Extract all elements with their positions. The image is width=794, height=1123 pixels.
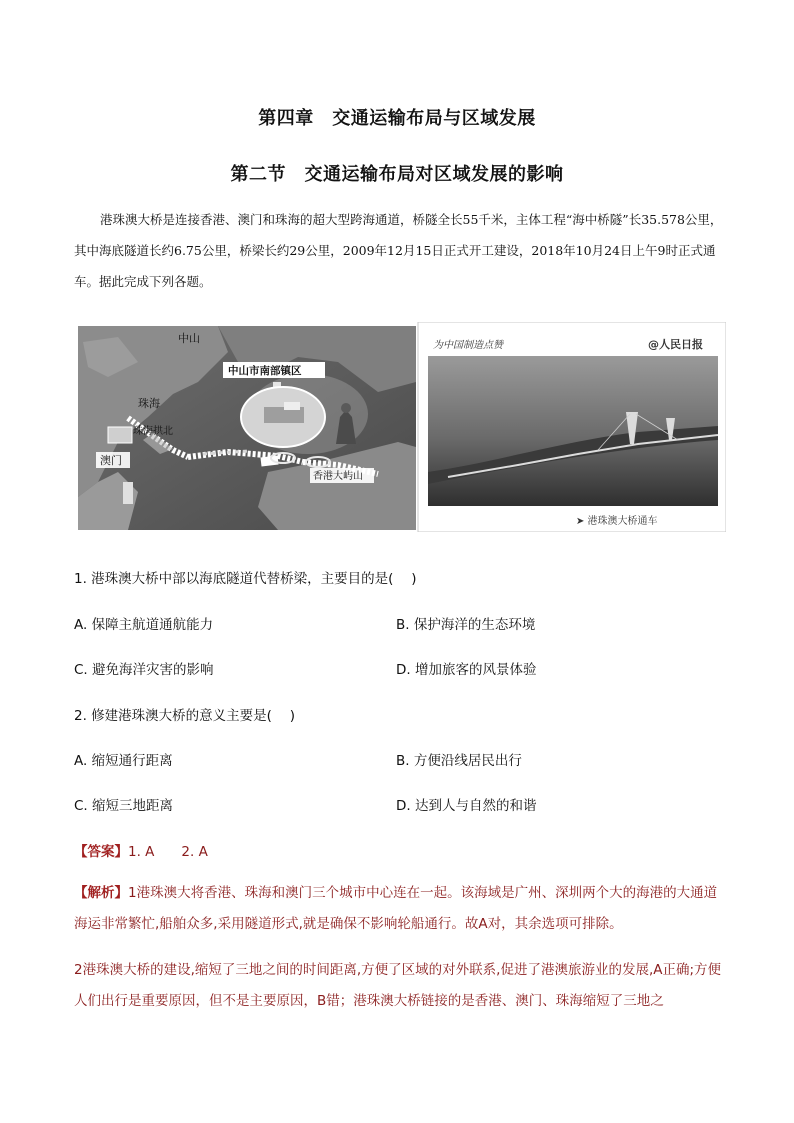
photo-caption: ➤ 港珠澳大桥通车 (576, 516, 658, 527)
answer-tag: 【答案】 (74, 844, 128, 860)
question-1-option-a: A. 保障主航道通航能力 (74, 617, 214, 633)
analysis-paragraph-1 (74, 878, 724, 940)
question-2-option-b: B. 方便沿线居民出行 (396, 753, 522, 769)
question-1-option-d: D. 增加旅客的风景体验 (396, 662, 537, 678)
map-label-hongkong-lantau: 香港大屿山 (313, 471, 363, 482)
map-tag-hongkong (310, 468, 374, 483)
analysis-paragraph-2: 2港珠澳大桥的建设,缩短了三地之间的时间距离,方便了区域的对外联系,促进了港澳旅游业的发展,A正确;方便人们出行是重要原因，但不是主要原因，B错；港珠澳大桥链接的是香港、澳门、珠海缩短了三地之 (74, 962, 722, 1009)
people-daily-logo: @人民日报 (648, 338, 703, 351)
answer-line (74, 840, 208, 860)
section-title: 第二节 交通运输布局对区域发展的影响 (230, 164, 564, 185)
intro-paragraph: 港珠澳大桥是连接香港、澳门和珠海的超大型跨海通道，桥隧全长55千米，主体工程“海中桥隧”长35.578公里，其中海底隧道长约6.75公里，桥梁长约29公里，2009年12月15日正式开工建设，2018年10月24日上午9时正式通车。据此完成下列各题。 (74, 212, 723, 289)
photo-handwriting: 为中国制造点赞 (433, 340, 503, 351)
map-label-macau: 澳门 (100, 454, 122, 467)
map-panel (78, 326, 416, 530)
question-1-option-b: B. 保护海洋的生态环境 (396, 617, 536, 633)
question-1-option-c: C. 避免海洋灾害的影响 (74, 662, 214, 678)
map-label-zhuhai: 珠海 (138, 397, 160, 410)
map-tag-zhongshan-south (223, 362, 325, 378)
chapter-title: 第四章 交通运输布局与区域发展 (258, 108, 536, 129)
question-1-stem: 1. 港珠澳大桥中部以海底隧道代替桥梁，主要目的是( ) (74, 571, 417, 587)
map-label-zhongshan-south: 中山市南部镇区 (228, 365, 302, 377)
question-2-option-c: C. 缩短三地距离 (74, 798, 174, 814)
figure-image (78, 322, 726, 532)
question-2-option-a: A. 缩短通行距离 (74, 753, 173, 769)
question-2-stem: 2. 修建港珠澳大桥的意义主要是( ) (74, 708, 295, 724)
map-label-zhongshan: 中山 (178, 332, 200, 345)
map-label-zhuhai-gongbei: 珠海拱北 (133, 426, 173, 437)
analysis-text-1: 1港珠澳大将香港、珠海和澳门三个城市中心连在一起。该海域是广州、深圳两个大的海港的大通道海运非常繁忙,船舶众多,采用隧道形式,就是确保不影响轮船通行。故A对，其余选项可排除。 (74, 885, 718, 932)
figure (78, 322, 726, 532)
question-2-option-d: D. 达到人与自然的和谐 (396, 798, 537, 814)
answer-text: 1. A 2. A (128, 844, 208, 860)
photo-panel (418, 322, 726, 532)
analysis-tag: 【解析】 (74, 885, 128, 901)
map-tag-macau (96, 452, 130, 468)
